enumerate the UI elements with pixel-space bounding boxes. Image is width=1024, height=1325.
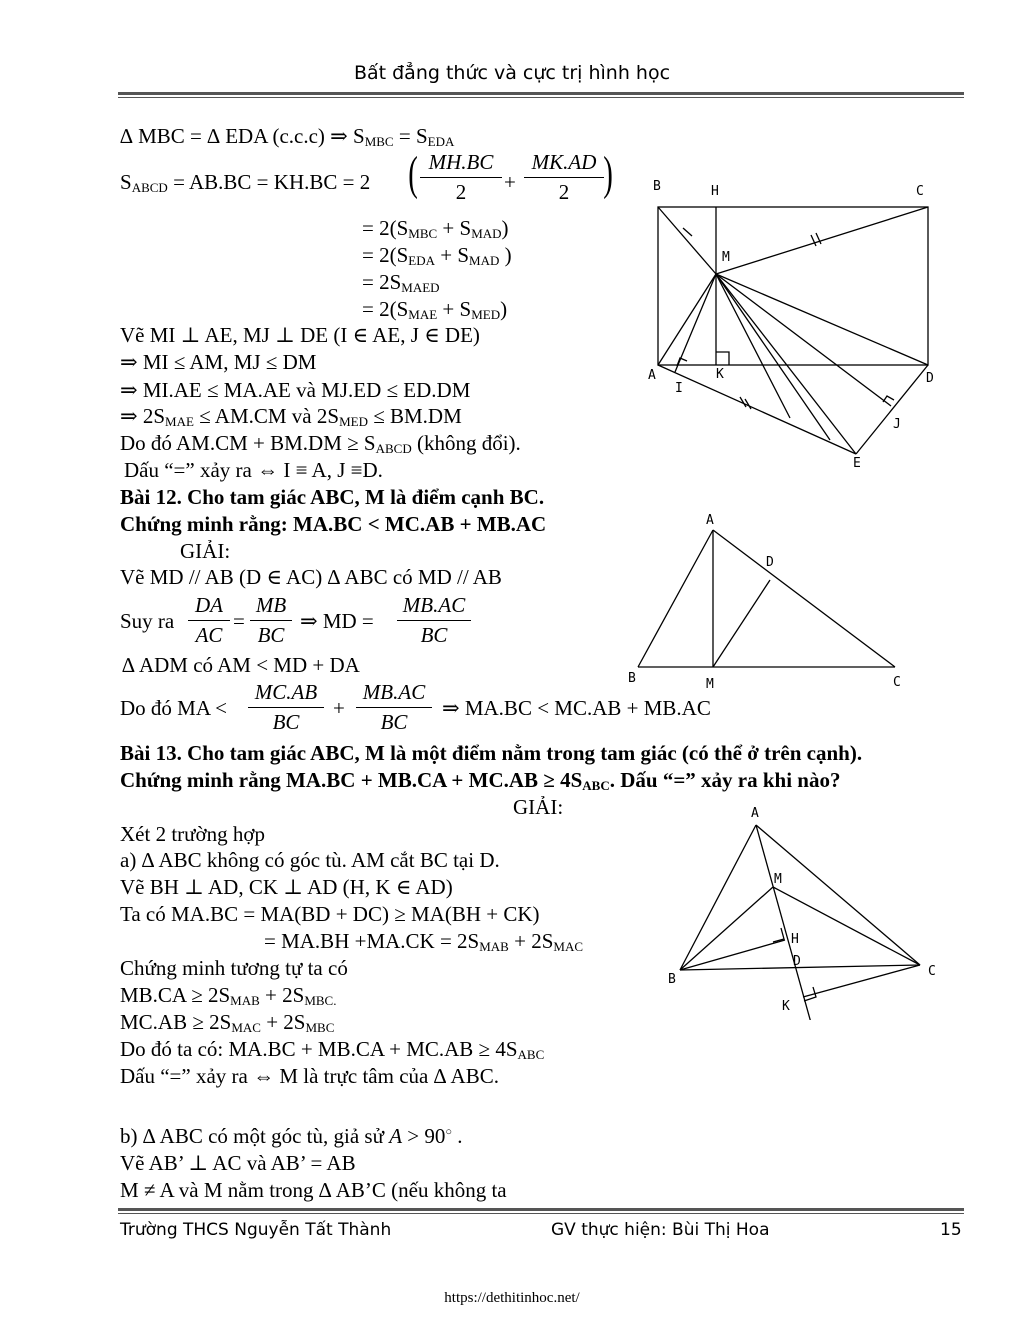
text-line: Vẽ MD // AB (D ∈ AC) ∆ ABC có MD // AB: [120, 565, 502, 589]
label-point: D: [793, 954, 801, 969]
label-point: H: [711, 184, 719, 199]
exercise-title: Bài 12. Cho tam giác ABC, M là điểm cạnh BC.: [120, 485, 545, 509]
header-rule: [118, 92, 964, 95]
footer-teacher: GV thực hiện: Bùi Thị Hoa: [551, 1220, 770, 1240]
label-point: J: [893, 417, 901, 432]
fraction: MK.AD 2: [524, 152, 604, 203]
label-point: C: [928, 964, 936, 979]
label-point: B: [628, 671, 636, 686]
solution-heading: GIẢI:: [513, 795, 564, 819]
text-line: $S_{ABCD} = AB.BC = KH.BC = 2$: [120, 170, 371, 195]
text-line: ⇒ MI ≤ AM, MJ ≤ DM: [120, 350, 317, 374]
page-header: Bất đẳng thức và cực trị hình học: [353, 62, 671, 84]
text-line: Xét 2 trường hợp: [120, 822, 265, 846]
footer-school: Trường THCS Nguyễn Tất Thành: [120, 1220, 392, 1240]
text-line: $MB.CA \ge 2S_{MAB} + 2S_{MBC.}$: [120, 983, 337, 1008]
label-point: E: [853, 456, 861, 471]
text-line: Vẽ BH ⊥ AD, CK ⊥ AD (H, K ∈ AD): [120, 875, 453, 899]
label-point: I: [675, 381, 683, 396]
text-line: ⇒ MI.AE ≤ MA.AE và MJ.ED ≤ ED.DM: [120, 378, 471, 402]
fraction: MB BC: [250, 595, 292, 646]
text-line: = $2S_{MAED}$: [362, 270, 440, 295]
text-line: Dấu “=” xảy ra ⇔ I ≡ A, J ≡D.: [124, 458, 383, 482]
label-point: M: [706, 677, 714, 692]
text-line: ⇒ MD =: [300, 609, 374, 633]
text-line: Do đó MA <: [120, 696, 227, 720]
label-point: A: [706, 513, 714, 528]
text-line: Ta có MA.BC = MA(BD + DC) ≥ MA(BH + CK): [120, 902, 540, 926]
figure-triangle-13: [660, 805, 950, 1020]
label-point: H: [791, 932, 799, 947]
figure-rectangle-abcd: [640, 170, 960, 475]
label-point: C: [893, 675, 901, 690]
fraction: DA AC: [188, 595, 230, 646]
label-point: K: [782, 999, 790, 1014]
label-point: M: [774, 872, 782, 887]
label-point: D: [926, 371, 934, 386]
solution-heading: GIẢI:: [180, 539, 231, 563]
text-line: Vẽ AB’ ⊥ AC và AB’ = AB: [120, 1151, 356, 1175]
source-url[interactable]: https://dethitinhoc.net/: [444, 1290, 580, 1306]
fraction: MH.BC 2: [420, 152, 502, 203]
label-point: A: [751, 806, 759, 821]
footer-rule: [118, 1208, 964, 1211]
paren-right: ): [603, 147, 613, 200]
text-line: = $2(S_{MAE} + S_{MED})$: [362, 297, 508, 322]
text-line: Vẽ MI ⊥ AE, MJ ⊥ DE (I ∈ AE, J ∈ DE): [120, 323, 480, 347]
exercise-statement: Chứng minh rằng: MA.BC < MC.AB + MB.AC: [120, 512, 547, 536]
label-point: C: [916, 184, 924, 199]
fraction: MB.AC BC: [356, 682, 432, 733]
text-line: ∆ MBC = ∆ EDA (c.c.c) ⇒ $S_{MBC} = S_{EDA}$: [120, 124, 455, 149]
text-line: = $2(S_{MBC} + S_{MAD})$: [362, 216, 509, 241]
page-number: 15: [940, 1220, 962, 1240]
text-line: ∆ ADM có AM < MD + DA: [122, 653, 360, 677]
label-point: B: [653, 179, 661, 194]
text-line: Do đó ta có: $MA.BC + MB.CA + MC.AB \ge 4S_{ABC}$: [120, 1037, 545, 1062]
plus-sign: +: [504, 170, 516, 194]
text-line: Dấu “=” xảy ra ⇔ M là trực tâm của ∆ ABC.: [120, 1064, 499, 1088]
label-point: D: [766, 555, 774, 570]
fraction: MB.AC BC: [397, 595, 471, 646]
fraction: MC.AB BC: [248, 682, 324, 733]
text-line: = $MA.BH +MA.CK = 2S_{MAB} + 2S_{MAC}$: [264, 929, 584, 954]
text-line: ⇒ $2S_{MAE} \le AM.CM$ và $2S_{MED} \le BM.DM$: [120, 404, 462, 429]
text-line: Chứng minh tương tự ta có: [120, 956, 348, 980]
text-line: $MC.AB \ge 2S_{MAC} + 2S_{MBC}$: [120, 1010, 335, 1035]
figure-triangle-12: [620, 510, 920, 695]
text-line: ⇒ MA.BC < MC.AB + MB.AC: [442, 696, 711, 720]
plus-sign: +: [333, 696, 345, 720]
footer-rule-thin: [118, 1213, 964, 1214]
label-point: M: [722, 250, 730, 265]
label-point: B: [668, 972, 676, 987]
header-rule-thin: [118, 97, 964, 98]
exercise-statement: Chứng minh rằng $MA.BC + MB.CA + MC.AB \ge 4S_{ABC}$. Dấu “=” xảy ra khi nào?: [120, 768, 841, 793]
label-point: A: [648, 368, 656, 383]
text-line: b) ∆ ABC có một góc tù, giả sử A > 90○ .: [120, 1124, 463, 1148]
exercise-title: Bài 13. Cho tam giác ABC, M là một điểm nằm trong tam giác (có thể ở trên cạnh).: [120, 741, 863, 765]
text-line: Suy ra: [120, 609, 175, 633]
label-point: K: [716, 367, 724, 382]
text-line: M ≠ A và M nằm trong ∆ AB’C (nếu không ta: [120, 1178, 507, 1202]
text-line: Do đó $AM.CM + BM.DM \ge S_{ABCD}$ (không đổi).: [120, 431, 521, 456]
text-line: a) ∆ ABC không có góc tù. AM cắt BC tại D.: [120, 848, 500, 872]
equals-sign: =: [233, 609, 245, 633]
paren-left: (: [408, 147, 418, 200]
text-line: = $2(S_{EDA} + S_{MAD}$ ): [362, 243, 512, 268]
